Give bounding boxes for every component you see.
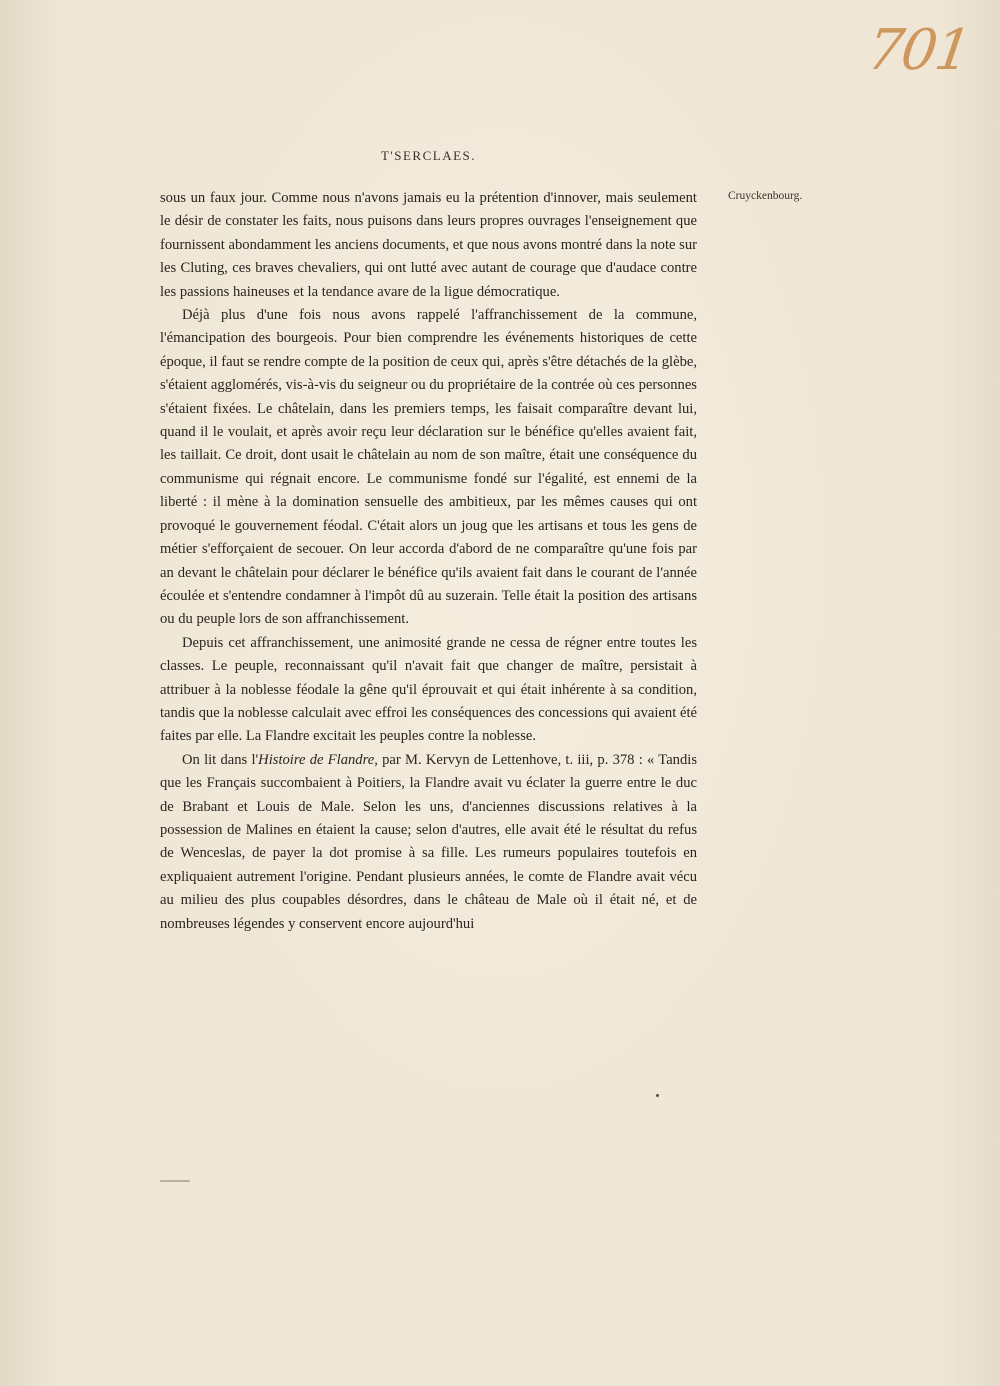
margin-note: Cruyckenbourg.	[728, 190, 803, 202]
body-text	[160, 187, 697, 936]
paragraph-4-rest: par M. Kervyn de Lettenhove, t. iii, p. 378 : « Tandis que les Français succombaient à Poitiers, la Flandre avait vu éclater la guerre entre le duc de Brabant et Louis de Male. Selon les uns, d'anciennes discussions relatives à la possession de Malines en étaient la cause; selon d'autres, elle avait été le résultat du refus de Wenceslas, de payer la dot promise à sa fille. Les rumeurs populaires toutefois en expliquaient autrement l'origine. Pendant plusieurs années, le comte de Flandre avait vécu au milieu des plus coupables désordres, dans le château de Male où il était né, et de nombreuses légendes y conservent encore aujourd'hui	[160, 751, 697, 932]
paragraph-2: Déjà plus d'une fois nous avons rappelé l'affranchissement de la commune, l'émancipation des bourgeois. Pour bien comprendre les événements historiques de cette époque, il faut se rendre compte de la position de ceux qui, après s'être détachés de la glèbe, s'étaient agglomérés, vis-à-vis du seigneur ou du propriétaire de la contrée où ces personnes s'étaient fixées. Le châtelain, dans les premiers temps, les faisait comparaître devant lui, quand il le voulait, et après avoir reçu leur déclaration sur le bénéfice qu'elles avaient fait, les taillait. Ce droit, dont usait le châtelain au nom de son maître, était une conséquence du communisme qui régnait encore. Le communisme fondé sur l'égalité, est ennemi de la liberté : il mène à la domination sensuelle des ambitieux, par les mêmes causes qui ont provoqué le gouvernement féodal. C'était alors un joug que les artisans et tous les gens de métier s'efforçaient de secouer. On leur accorda d'abord de ne comparaître qu'une fois par an devant le châtelain pour déclarer le bénéfice qu'ils avaient fait dans le courant de l'année écoulée et s'entendre condamner à l'impôt dû au suzerain. Telle était la position des artisans ou du peuple lors de son affranchissement.	[160, 307, 697, 628]
paragraph-1: sous un faux jour. Comme nous n'avons jamais eu la prétention d'innover, mais seulement le désir de constater les faits, nous puisons dans leurs propres ouvrages l'enseignement que fournissent abondamment les anciens documents, et que nous avons montré dans la note sur les Cluting, ces braves chevaliers, qui ont lutté avec autant de courage que d'audace contre les passions haineuses et la tendance avare de la ligue démocratique.	[160, 190, 697, 300]
paragraph-4	[160, 749, 697, 936]
paragraph-3: Depuis cet affranchissement, une animosité grande ne cessa de régner entre toutes les classes. Le peuple, reconnaissant qu'il n'avait fait que changer de maître, persistait à attribuer à la noblesse féodale la gêne qu'il éprouvait et qui était inhérente à sa condition, tandis que la noblesse calculait avec effroi les conséquences des concessions qui avaient été faites par elle. La Flandre excitait les peuples contre la noblesse.	[160, 634, 697, 745]
ink-speck	[656, 1094, 659, 1097]
book-title: Histoire de Flandre,	[258, 751, 378, 768]
running-head: T'SERCLAES.	[380, 148, 477, 163]
paper-smudge	[160, 1180, 190, 1182]
handwritten-folio-number: 701	[863, 18, 974, 83]
paragraph-4-lead: On lit dans l'	[182, 751, 259, 768]
